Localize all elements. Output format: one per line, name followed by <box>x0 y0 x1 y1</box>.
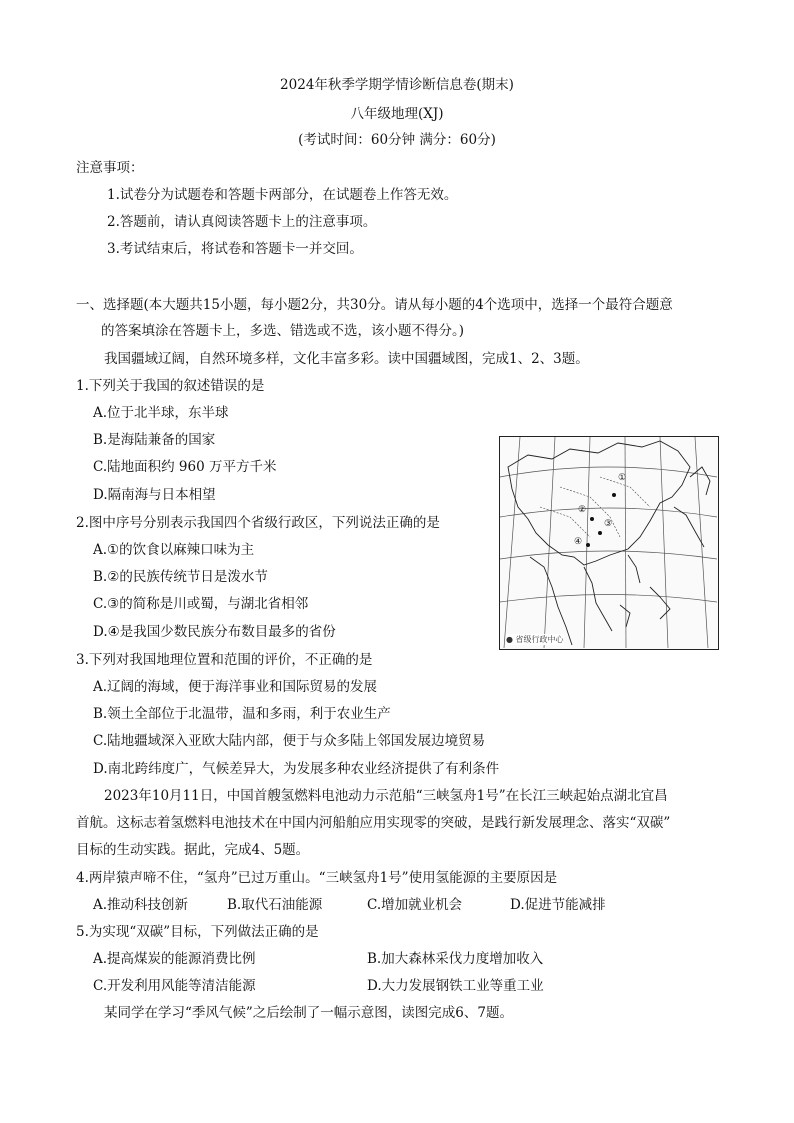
q2-option-b: B.②的民族传统节日是泼水节 <box>93 569 268 585</box>
q2-option-a: A.①的饮食以麻辣口味为主 <box>93 542 255 558</box>
q4-stem: 4.两岸猿声啼不住，“氢舟”已过万重山。“三峡氢舟1号”使用氢能源的主要原因是 <box>76 870 558 886</box>
q2-option-c: C.③的简称是川或蜀，与湖北省相邻 <box>93 596 309 612</box>
exam-info: (考试时间：60分钟 满分：60分) <box>298 132 496 148</box>
q3-option-c: C.陆地疆域深入亚欧大陆内部，便于与众多陆上邻国发展边境贸易 <box>93 733 486 749</box>
q2-option-d: D.④是我国少数民族分布数目最多的省份 <box>93 624 336 640</box>
q5-stem: 5.为实现“双碳”目标，下列做法正确的是 <box>76 924 319 940</box>
q3-option-a: A.辽阔的海域，便于海洋事业和国际贸易的发展 <box>93 679 378 695</box>
passage3-line-1: 某同学在学习“季风气候”之后绘制了一幅示意图，读图完成6、7题。 <box>104 1005 513 1021</box>
exam-subtitle: 八年级地理(XJ) <box>350 106 444 122</box>
q3-stem: 3.下列对我国地理位置和范围的评价，不正确的是 <box>76 652 373 668</box>
section-heading-line-1: 一、选择题(本大题共15小题，每小题2分，共30分。请从每小题的4个选项中，选择一个最符合题意 <box>76 297 673 313</box>
passage2-line-1: 2023年10月11日，中国首艘氢燃料电池动力示范船“三峡氢舟1号”在长江三峡起始点湖北宜昌 <box>104 788 668 804</box>
q4-option-c: C.增加就业机会 <box>367 897 463 913</box>
q4-option-d: D.促进节能减排 <box>510 897 606 913</box>
q5-option-a: A.提高煤炭的能源消费比例 <box>93 951 256 967</box>
q1-option-c: C.陆地面积约 960 万平方千米 <box>93 459 277 475</box>
q5-option-b: B.加大森林采伐力度增加收入 <box>367 951 544 967</box>
q1-option-d: D.隔南海与日本相望 <box>93 487 216 503</box>
map-legend: ● 省级行政中心 <box>506 635 564 644</box>
passage2-line-3: 目标的生动实践。据此，完成4、5题。 <box>76 842 310 858</box>
map-label-1: ① <box>618 473 627 483</box>
passage2-line-2: 首航。这标志着氢燃料电池技术在中国内河船舶应用实现零的突破，是践行新发展理念、落实“双碳” <box>76 815 671 831</box>
section-heading-line-2: 的答案填涂在答题卡上，多选、错选或不选，该小题不得分。) <box>101 323 465 339</box>
q3-option-b: B.领土全部位于北温带，温和多雨，利于农业生产 <box>93 706 391 722</box>
map-intro: 我国疆域辽阔，自然环境多样，文化丰富多彩。读中国疆域图，完成1、2、3题。 <box>104 351 589 367</box>
q5-option-d: D.大力发展钢铁工业等重工业 <box>367 978 544 994</box>
notice-item-1: 1.试卷分为试题卷和答题卡两部分，在试题卷上作答无效。 <box>107 187 458 203</box>
q1-option-a: A.位于北半球，东半球 <box>93 405 229 421</box>
map-graphic <box>500 437 717 648</box>
q2-stem: 2.图中序号分别表示我国四个省级行政区，下列说法正确的是 <box>76 515 440 531</box>
q3-option-d: D.南北跨纬度广，气候差异大，为发展多种农业经济提供了有利条件 <box>93 761 500 777</box>
q1-option-b: B.是海陆兼备的国家 <box>93 432 216 448</box>
map-label-4: ④ <box>574 537 583 547</box>
map-label-2: ② <box>578 505 587 515</box>
notice-heading: 注意事项： <box>76 160 144 176</box>
q4-option-b: B.取代石油能源 <box>227 897 323 913</box>
q5-option-c: C.开发利用风能等清洁能源 <box>93 978 256 994</box>
map-label-3: ③ <box>604 519 613 529</box>
notice-item-3: 3.考试结束后，将试卷和答题卡一并交回。 <box>107 241 363 257</box>
notice-item-2: 2.答题前，请认真阅读答题卡上的注意事项。 <box>107 214 377 230</box>
q1-stem: 1.下列关于我国的叙述错误的是 <box>76 378 265 394</box>
q4-option-a: A.推动科技创新 <box>93 897 189 913</box>
exam-title: 2024年秋季学期学情诊断信息卷(期末) <box>280 77 514 93</box>
china-territory-map <box>499 436 719 650</box>
